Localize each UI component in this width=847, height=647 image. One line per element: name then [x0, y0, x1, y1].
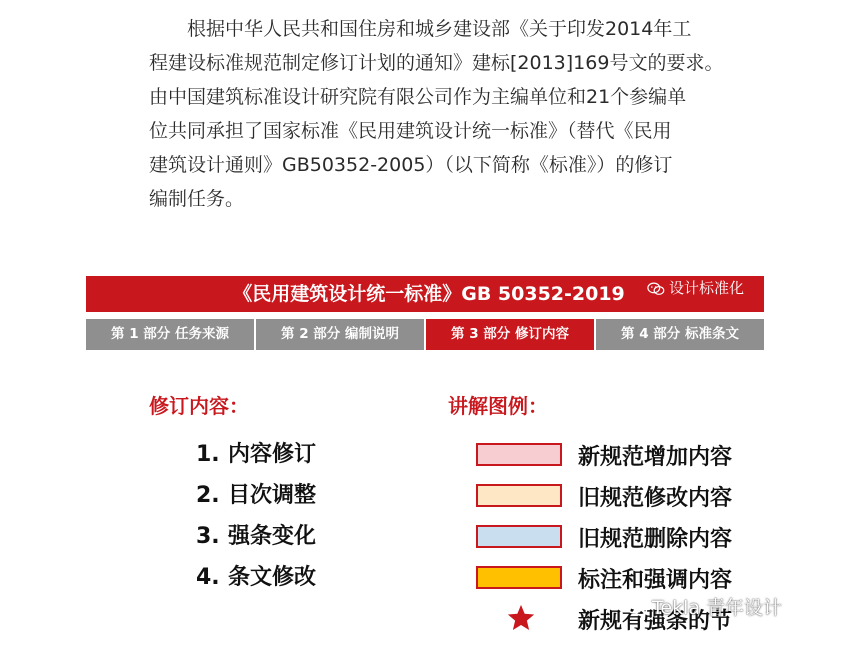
item-text: 内容修订	[228, 442, 317, 467]
list-item	[196, 519, 316, 560]
intro-line: 程建设标准规范制定修订计划的通知》建标[2013]169号文的要求。	[149, 52, 724, 74]
item-text: 强条变化	[228, 524, 317, 549]
list-item	[196, 437, 316, 478]
item-number: 1.	[196, 442, 220, 467]
intro-line: 根据中华人民共和国住房和城乡建设部《关于印发2014年工	[187, 18, 692, 40]
tab-part-2[interactable]: 第 2 部分 编制说明	[254, 319, 424, 350]
intro-line: 编制任务。	[149, 188, 245, 210]
legend-swatch-pink	[476, 443, 562, 466]
wechat-icon	[647, 282, 665, 296]
intro-line: 由中国建筑标准设计研究院有限公司作为主编单位和21个参编单	[149, 86, 687, 108]
tab-part-1[interactable]: 第 1 部分 任务来源	[86, 319, 254, 350]
legend-swatch-blue	[476, 525, 562, 548]
legend-swatch-cream	[476, 484, 562, 507]
tab-part-3[interactable]: 第 3 部分 修订内容	[424, 319, 594, 350]
item-text: 条文修改	[228, 565, 317, 590]
item-number: 2.	[196, 483, 220, 508]
intro-line: 建筑设计通则》GB50352-2005）（以下简称《标准》）的修订	[149, 154, 673, 176]
banner-title: 《民用建筑设计统一标准》GB 50352-2019	[233, 283, 625, 305]
top-watermark	[647, 276, 744, 300]
tab-part-4[interactable]: 第 4 部分 标准条文	[594, 319, 764, 350]
revisions-title: 修订内容：	[149, 394, 249, 418]
item-number: 4.	[196, 565, 220, 590]
section-tabs	[86, 319, 764, 350]
top-watermark-text: 设计标准化	[668, 279, 744, 297]
title-banner	[86, 276, 764, 312]
list-item	[196, 560, 316, 601]
revisions-list	[196, 437, 316, 601]
legend-title: 讲解图例：	[448, 394, 548, 418]
legend-label: 旧规范删除内容	[578, 527, 733, 552]
legend-label: 新规有强条的节	[578, 609, 733, 634]
list-item	[196, 478, 316, 519]
intro-line: 位共同承担了国家标准《民用建筑设计统一标准》（替代《民用	[149, 120, 672, 142]
intro-paragraph	[149, 12, 749, 216]
star-icon	[506, 603, 536, 633]
bottom-watermark-text: Tekla 青年设计	[652, 597, 783, 619]
bottom-watermark	[626, 593, 782, 620]
item-text: 目次调整	[228, 483, 317, 508]
wechat-icon	[626, 600, 648, 617]
legend-label: 旧规范修改内容	[578, 486, 733, 511]
item-number: 3.	[196, 524, 220, 549]
legend-label: 新规范增加内容	[578, 445, 733, 470]
legend-swatch-orange	[476, 566, 562, 589]
legend-label: 标注和强调内容	[578, 568, 733, 593]
